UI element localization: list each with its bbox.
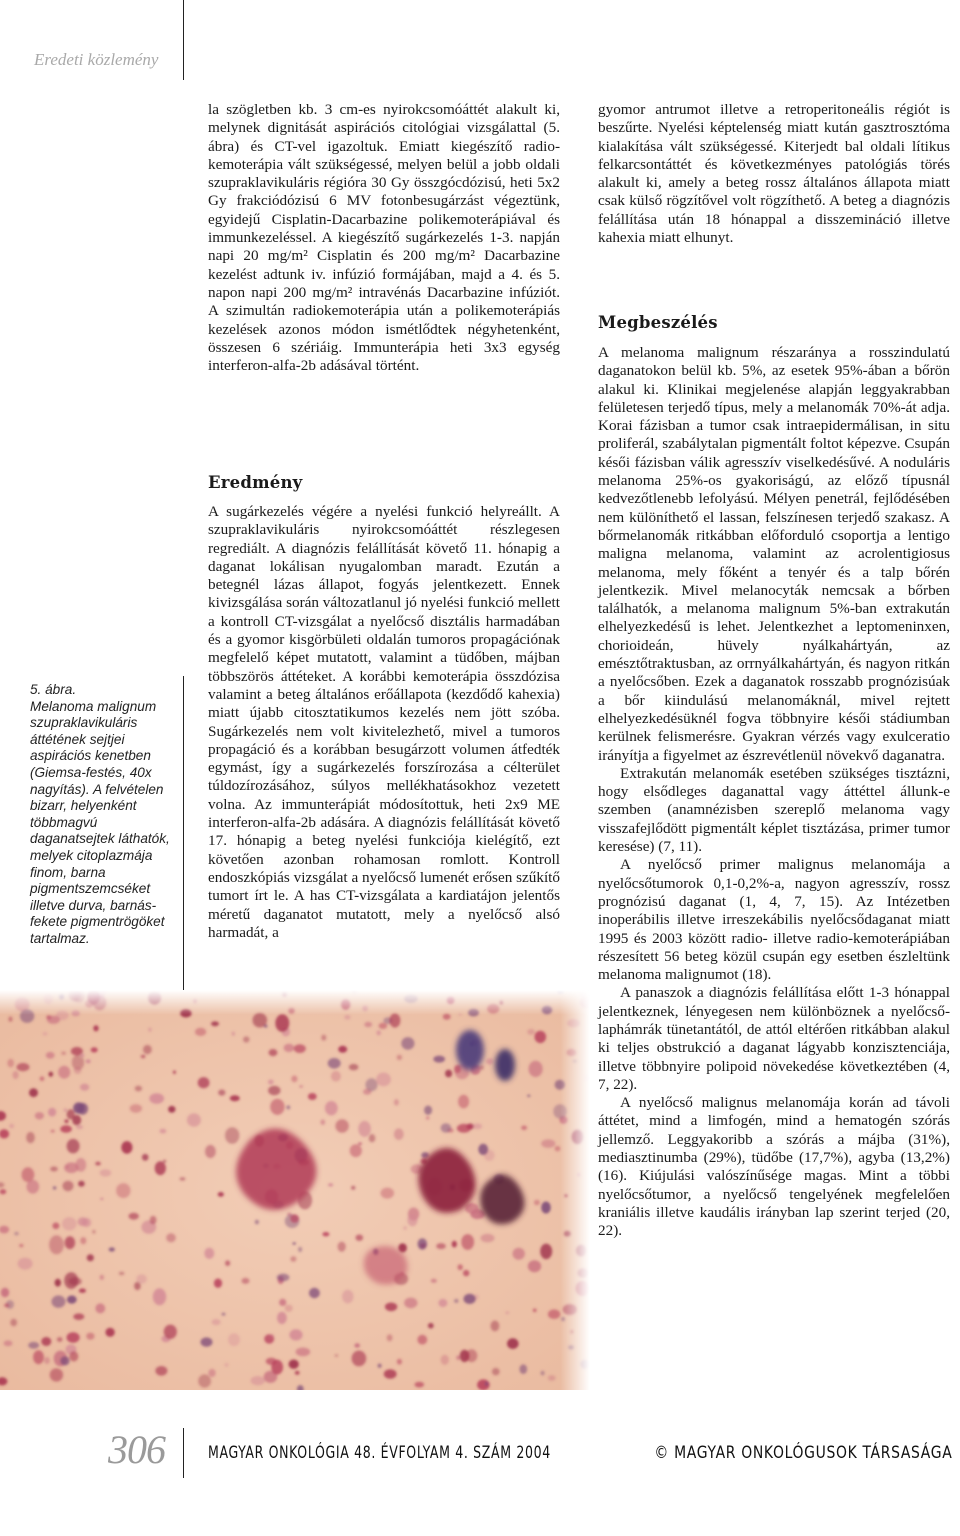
results-heading: Eredmény xyxy=(208,473,303,492)
discussion-paragraph: Extrakután melanomák esetében szükséges tisztázni, hogy elsődleges daganattal vagy áttéttel állunk-e szemben (anamnézisben szereplő melanoma vagy visszafejlődött pigmentált képlet tisztázása, primer tumor keresése) (7, 11). xyxy=(598,764,950,856)
section-label: Eredeti közlemény xyxy=(34,50,159,69)
discussion-paragraph: A panaszok a diagnózis felállítása előtt 1-3 hónappal jelentkeznek, lényegesen nem különböznek a nyelőcső-laphámrák tünetantától, de attól eltérően ritkábban alakul ki teljes obstrukció a daganat lágyabb konzisztenciája, illetve többnyire polipoid növekedése következtében (4, 7, 22). xyxy=(598,984,950,1093)
discussion-heading-wrap xyxy=(598,314,950,332)
methods-paragraph: la szögletben kb. 3 cm-es nyirokcsomóáttét alakult ki, melynek dignitását aspirációs citológiai vizsgálattal (5. ábra) és CT-vel igazoltuk. Emiatt kiegészítő radio-kemoterápia vált szükségessé, melyen belül a jobb oldali szupraklavikuláris régióra 30 Gy összgócdózisú, heti 5x2 Gy frakciódózisú 6 MV fotonbesugárzást végeztünk, egyidejű Cisplatin-Dacarbazine polikemoterápiával és immunkezeléssel. A kiegészítő sugárkezelés 1-3. napján napi 20 mg/m² Cisplatin és 200 mg/m² Dacarbazine kezelést adtunk iv. infúzió formájában, majd a 4. és 5. napon napi 200 mg/m² intravénás Dacarbazine infúziót. A szimultán radiokemoterápia után a polikemoterápiás kezelések azonos módon ismétlődtek négyhetenként, összesen 6 szériáig. Immunterápia heti 3x3 egység interferon-alfa-2b adásával történt. xyxy=(208,101,560,375)
journal-title: MAGYAR ONKOLÓGIA 48. ÉVFOLYAM 4. SZÁM 2004 xyxy=(208,1443,551,1463)
figure-label: 5. ábra. xyxy=(30,682,77,697)
micrograph-image xyxy=(0,990,590,1390)
discussion-paragraph: A nyelőcső primer malignus melanomája a nyelőcsőtumorok 0,1-0,2%-a, nagyon agresszív, rossz prognózisú daganat (1, 4, 7, 15). Az Intézetben inoperábilis illetve irreszekábilis nyelőcsődaganat miatt 1995 és 2003 között radio- illetve radio-kemoterápiában részesített 56 beteg közül csupán egy esetben észleltünk melanoma malignumot (18). xyxy=(598,856,950,984)
case-continuation-paragraph: gyomor antrumot illetve a retroperitoneális régiót is beszűrte. Nyelési képtelenség miatt kután gasztrosztóma kialakítása vált szükségessé. Kiterjedt bal oldali lítikus felkarcsontáttét és következményes patológiás törés alakult ki, amely a beteg rossz általános állapota miatt csak külső rögzítővel volt rögzíthető. A beteg a diagnózis felállítása után 18 hónappal a disszemináció illetve kahexia miatt elhunyt. xyxy=(598,101,950,247)
discussion-heading: Megbeszélés xyxy=(598,313,718,332)
results-paragraph: A sugárkezelés végére a nyelési funkció helyreállt. A szupraklavikuláris nyirokcsomóáttét részlegesen regrediált. A diagnózis felállítását követő 11. hónapig a daganat lokálisan nyugalomban maradt. Ezután a betegnél lázas állapot, fogyás jelentkezett. Ennek kivizsgálása során változatlanul jó nyelési funkció mellett a kontroll CT-vizsgálat a nyelőcső disztális harmadában és a gyomor kisgörbületi oldalán tumoros propagációnak megfelelő képet mutatott, valamint a tüdőben, májban többszörös áttéteket. A korábbi kemoterápia összdózisa valamint a beteg általános erőállapota (kezdődő kahexia) miatt újabb citosztatikumos kezelés nem jött szóba. Sugárkezelés nem volt kivitelezhető, mivel a tumoros propagáció és a korábban besugárzott volumen átfedték egymást, így a sugárkezelés forszírozása a célterület túldozírozásához, súlyos mellékhatásokhoz vezetett volna. Az immunterápiát módosítottuk, heti 2x9 ME interferon-alfa-2b adására. A diagnózis felállítását követő 17. hónapig a beteg nyelési funkciója kielégítő, ezt követően azonban rohamosan romlott. Kontroll endoszkópiás vizsgálat a nyelőcső lumenét erősen szűkítő tumort írt le. A has CT-vizsgálata a kardiatájon jelentős méretű daganatot mutatott, mely a nyelőcső alsó harmadát, a xyxy=(208,503,560,941)
discussion-body xyxy=(598,344,950,1241)
figure-caption-text: Melanoma malignum szupraklavikuláris áttétének sejtjei aspirációs kenetben (Giemsa-festés, 40x nagyítás). A felvételen bizarr, helyenként többmagvú daganatsejtek láthatók, melyek citoplazmája finom, barna pigmentszemcséket illetve durva, barnás-fekete pigmentrögöket tartalmaz. xyxy=(30,698,170,946)
figure-caption xyxy=(30,682,180,948)
middle-column-results xyxy=(208,503,560,942)
results-heading-wrap xyxy=(208,474,560,492)
copyright-notice: © MAGYAR ONKOLÓGUSOK TÁRSASÁGA xyxy=(654,1443,952,1463)
middle-column-intro xyxy=(208,101,560,375)
page-number: 306 xyxy=(108,1427,165,1472)
top-vertical-rule xyxy=(183,0,184,80)
right-column-intro xyxy=(598,101,950,247)
discussion-paragraph: A melanoma malignum részaránya a rosszindulatú daganatokon belül kb. 5%, az esetek 95%-ában a bőrön alakul ki. Klinikai megjelenése alapján leggyakrabban felületesen terjedő típus, mely a melanomák 70%-át adja. Korai fázisban a tumor csak intraepidermálisan, in situ proliferál, szabálytalan pigmentált foltot képezve. Csupán késői fázisban válik agresszív viselkedésűvé. A noduláris melanoma 25%-os gyakoriságú, az előző típusnál kedvezőtlenebb lefolyású. Mélyen penetrál, fejlődésében nem különíthető el lassan, felszínesen terjedő szakasz. A bőrmelanomák ritkábban előforduló csoportja a lentigo maligna melanoma, valamint az acrolentigiosus melanoma, mely főként a tenyér és a talp bőrén jelentkezik. Mivel melanocyták nemcsak a bőrben találhatók, a melanoma malignum 5%-ban extrakután elhelyezkedésű is lehet. Jelentkezhet a leptomeninxen, chorioideán, hüvely nyálkahártyán, az emésztőtraktusban, az orrnyálkahártyán, és nagyon ritkán a nyelőcsőben. Ezek a daganatok rosszabb prognózisúak a bőr kiindulású melanomáknál, mivel rejtett elhelyezkedésüknél fogva többnyire késői stádiumban kerülnek felismerésre. Gyakran vérzés vagy exulceratio irányítja a figyelmet az észrevétlenül növekvő daganatra. xyxy=(598,344,950,764)
discussion-paragraph: A nyelőcső malignus melanomája korán ad távoli áttétet, mind a limfogén, mind a hematogén szórás jellemző. Leggyakoribb a szórás a májba (31%), mediasztinumba (29%), tüdőbe (17,7%), agyba (13,2%) (16). Kiújulási valószínűsége magas. Mint a többi nyelőcsőtumor, a nyelőcső tengelyének megfelelően kraniális illetve kaudális irányban lap szerint terjed (20, 22). xyxy=(598,1094,950,1240)
caption-vertical-rule xyxy=(183,676,184,1000)
footer-vertical-rule xyxy=(183,1428,184,1478)
